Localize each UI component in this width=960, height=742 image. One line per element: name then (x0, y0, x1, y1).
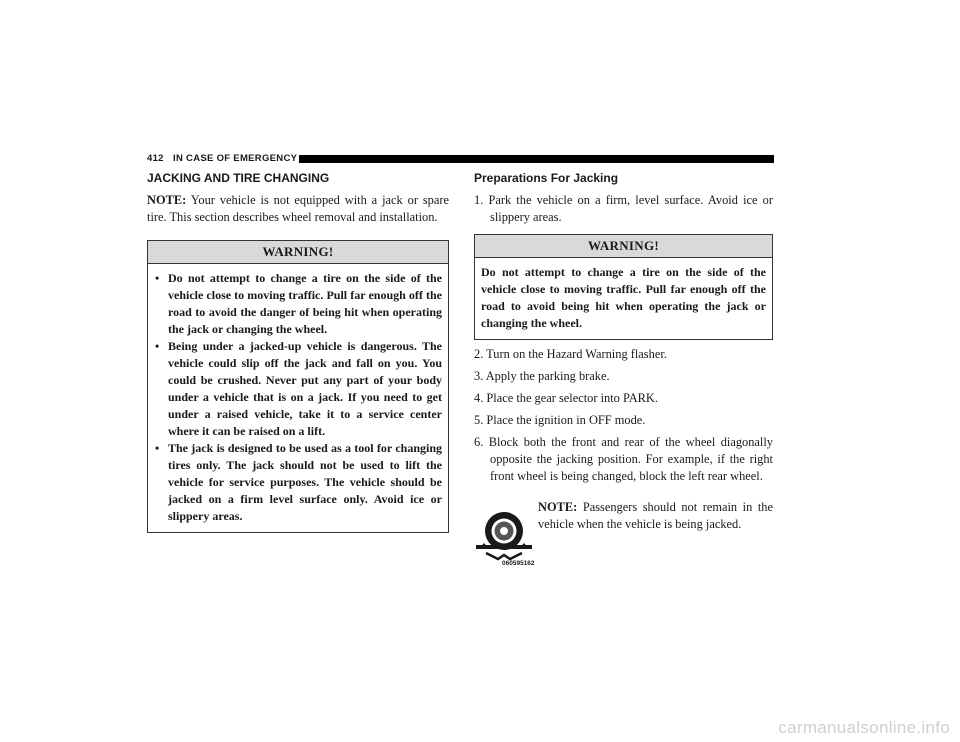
subsection-heading: Preparations For Jacking (474, 171, 619, 185)
section-title: IN CASE OF EMERGENCY (173, 153, 298, 164)
warning-box (474, 234, 773, 340)
warning-body (475, 258, 772, 339)
note-label: NOTE: (538, 500, 578, 514)
note-label: NOTE: (147, 193, 187, 207)
right-column (474, 171, 773, 571)
note-text: Your vehicle is not equipped with a jack or spare tire. This section describes wheel removal and installation. (147, 193, 449, 224)
page-header (147, 153, 774, 165)
page-number: 412 (147, 153, 164, 164)
warning-item: • Being under a jacked-up vehicle is dangerous. The vehicle could slip off the jack and fall on you. You could be crushed. Never put any part of your body under a vehicle that is on a jack. If you need to get under a raised vehicle, take it to a service center where it can be raised on a lift. (154, 338, 442, 440)
step-item: 6. Block both the front and rear of the wheel diagonally opposite the jacking position. For example, if the right front wheel is being changed, block the left rear wheel. (474, 435, 773, 483)
warning-box (147, 240, 449, 533)
step-list (474, 346, 773, 485)
note-text: Passengers should not remain in the vehicle when the vehicle is being jacked. (538, 500, 773, 531)
figure-code: 060595162 (502, 560, 535, 567)
step-item: 4. Place the gear selector into PARK. (474, 391, 658, 405)
warning-item: • The jack is designed to be used as a tool for changing tires only. The jack should not be used to lift the vehicle for service purposes. The vehicle should be jacked on a firm level surface only. Avoid ice or slippery areas. (154, 440, 442, 525)
left-column (147, 171, 449, 533)
step-item: 1. Park the vehicle on a firm, level surface. Avoid ice or slippery areas. (474, 193, 773, 224)
watermark: carmanualsonline.info (778, 718, 950, 737)
step-list-top (474, 192, 773, 226)
header-rule (299, 155, 774, 163)
note-row (474, 499, 773, 571)
intro-note (147, 192, 449, 226)
warning-body (148, 264, 448, 532)
step-item: 3. Apply the parking brake. (474, 369, 610, 383)
warning-item: • Do not attempt to change a tire on the side of the vehicle close to moving traffic. Pull far enough off the road to avoid the danger of being hit when operating the jack or changing the wheel. (154, 270, 442, 338)
section-heading: JACKING AND TIRE CHANGING (147, 171, 330, 185)
jacking-note (538, 499, 773, 533)
warning-title: WARNING! (475, 235, 772, 258)
warning-title: WARNING! (148, 241, 448, 264)
warning-text: Do not attempt to change a tire on the side of the vehicle close to moving traffic. Pull far enough off the road to avoid being hit when operating the jack or changing the wheel. (481, 265, 766, 330)
step-item: 2. Turn on the Hazard Warning flasher. (474, 347, 667, 361)
wheel-chock-icon (474, 507, 534, 563)
step-item: 5. Place the ignition in OFF mode. (474, 413, 646, 427)
